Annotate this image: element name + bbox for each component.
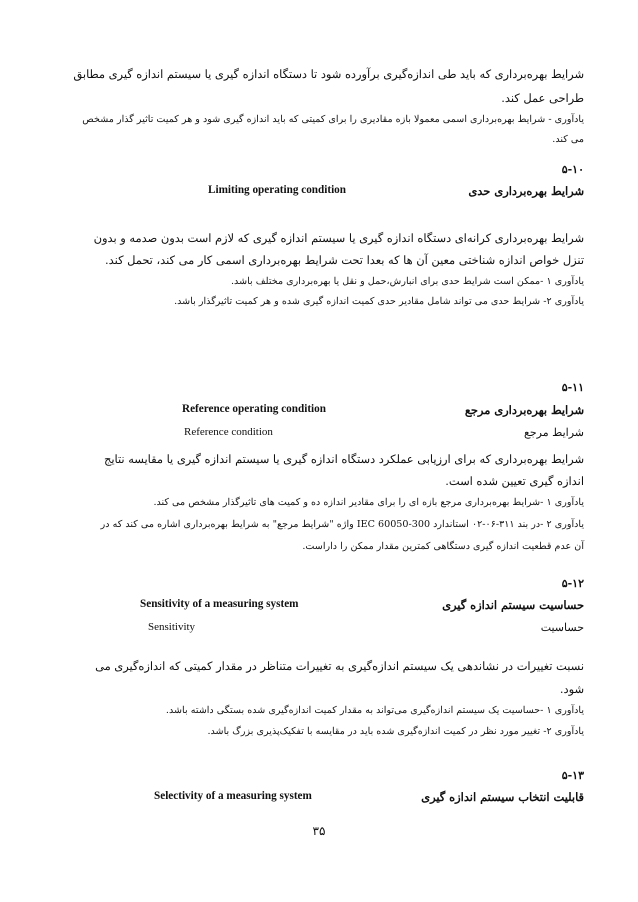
section-10-number: ۵-۱۰ [561, 163, 584, 176]
section-11-sub-en: Reference condition [184, 426, 273, 438]
section-12-note-2: یادآوری ۲- تغییر مورد نظر در کمیت اندازه‌گیری شده باید در مقایسه با تفکیک‌پذیری بزرگ باشد. [207, 726, 584, 737]
section-10-line-2: تنزل خواص اندازه شناختی معین آن ها که بعدا تحت شرایط بهره‌برداری اسمی کار می کند، تحمل کند. [105, 253, 584, 267]
section-10-note-1: یادآوری ۱ -ممکن است شرایط حدی برای انبارش،حمل و نقل یا بهره‌برداری مختلف باشد. [230, 276, 584, 287]
section-12-sub-fa: حساسیت [540, 621, 584, 634]
section-11-line-1: شرایط بهره‌برداری که برای ارزیابی عملکرد دستگاه اندازه گیری یا سیستم اندازه گیری یا مقایسه نتایج [103, 452, 584, 466]
section-10-title-en: Limiting operating condition [208, 184, 346, 196]
section-11-note-3: آن عدم قطعیت اندازه گیری دستگاهی کمترین مقدار ممکن را داراست. [302, 541, 584, 552]
section-13-title-fa: قابلیت انتخاب سیستم اندازه گیری [421, 790, 584, 804]
section-13-title-en: Selectivity of a measuring system [154, 790, 312, 802]
section-11-number: ۵-۱۱ [561, 381, 584, 394]
section-13-number: ۵-۱۳ [561, 769, 584, 782]
section-11-title-en: Reference operating condition [182, 403, 326, 415]
section-11-sub-fa: شرایط مرجع [524, 426, 584, 439]
section-11-note-2: یادآوری ۲ -در بند ۳۱۱-۰۶-۰۲ استاندارد IEC 60050-300 واژه "شرایط مرجع" به شرایط بهره‌برداری اشاره می کند که در [100, 519, 584, 530]
section-10-line-1: شرایط بهره‌برداری کرانه‌ای دستگاه اندازه گیری یا سیستم اندازه گیری که لازم است بدون صدمه و بدون [93, 231, 584, 245]
section-11-title-fa: شرایط بهره‌برداری مرجع [464, 403, 584, 417]
section-12-sub-en: Sensitivity [148, 621, 196, 633]
section-12-title-fa: حساسیت سیستم اندازه گیری [442, 598, 584, 612]
section-11-line-2: اندازه گیری تعیین شده است. [445, 474, 584, 488]
intro-note-2: می کند. [552, 134, 584, 145]
section-10-title-fa: شرایط بهره‌برداری حدی [468, 184, 584, 198]
section-12-number: ۵-۱۲ [561, 577, 584, 590]
intro-line-2: طراحی عمل کند. [501, 91, 584, 105]
section-11-note-1: یادآوری ۱ -شرایط بهره‌برداری مرجع بازه ای را برای مقادیر اندازه ده و کمیت های تاثیرگذار مشخص می کند. [153, 497, 584, 508]
section-12-line-2: شود. [559, 682, 584, 696]
intro-line-1: شرایط بهره‌برداری که باید طی اندازه‌گیری برآورده شود تا دستگاه اندازه گیری یا سیستم اندازه گیری مطابق [73, 67, 584, 81]
intro-note-1: یادآوری - شرایط بهره‌برداری اسمی معمولا بازه مقادیری را برای کمیتی که باید اندازه گیری شود و هر کمیت تاثیر گذار مشخص [82, 114, 584, 125]
section-12-line-1: نسبت تغییرات در نشاندهی یک سیستم اندازه‌گیری به تغییرات متناظر در مقدار کمیتی که اندازه‌گیری می [95, 659, 584, 673]
page-number: ۳۵ [312, 824, 326, 838]
section-12-title-en: Sensitivity of a measuring system [140, 598, 299, 610]
section-10-note-2: یادآوری ۲- شرایط حدی می تواند شامل مقادیر حدی کمیت اندازه گیری شده و هر کمیت تاثیرگذار باشد. [174, 296, 584, 307]
section-12-note-1: یادآوری ۱ -حساسیت یک سیستم اندازه‌گیری می‌تواند به مقدار کمیت اندازه‌گیری شده بستگی داشته باشد. [165, 705, 584, 716]
